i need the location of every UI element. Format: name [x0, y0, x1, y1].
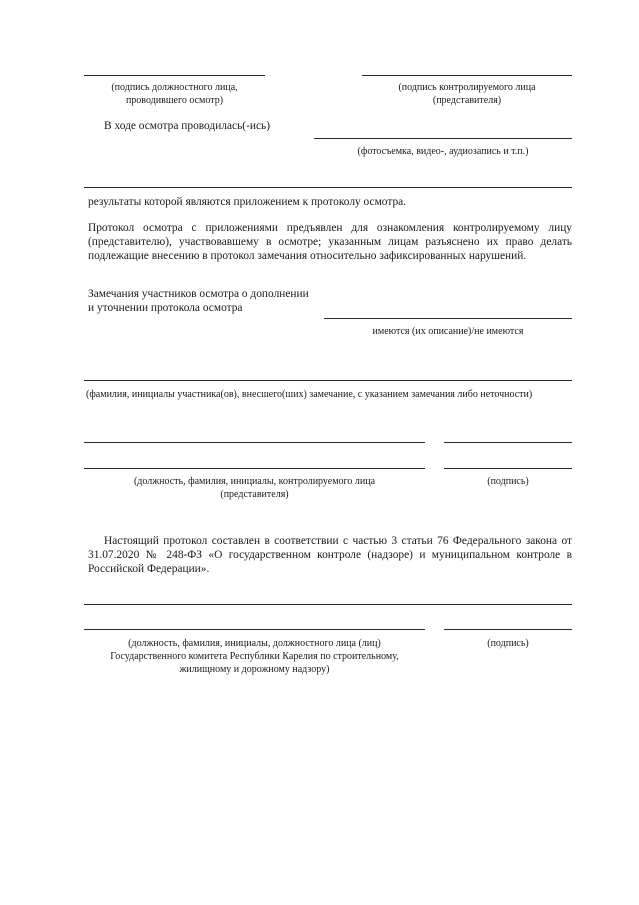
- legal-paragraph-line-2: 31.07.2020 № 248-ФЗ «О государственном контроле (надзоре) и муниципальном контроле в: [88, 549, 572, 561]
- controlled-sign-line-2: [444, 468, 572, 469]
- remarks-participant-line: [84, 380, 572, 381]
- presented-paragraph-line-2: (представителю), участвовавшему в осмотре; указанным лицам разъяснено их право делать: [88, 236, 572, 248]
- official-signature-caption-2: проводившего осмотр): [125, 95, 224, 106]
- controlled-signature-caption-2: (представителя): [432, 95, 502, 106]
- inspection-results-text: результаты которой являются приложением к протоколу осмотра.: [88, 196, 407, 208]
- official-signature-caption-1: (подпись должностного лица,: [111, 82, 238, 93]
- controlled-signature-line: [362, 75, 572, 76]
- inspection-continuation-line: [84, 187, 572, 188]
- controlled-name-line-1: [84, 442, 425, 443]
- inspection-media-line: [314, 138, 572, 139]
- controlled-name-caption-1: (должность, фамилия, инициалы, контролируемого лица: [133, 476, 376, 487]
- controlled-sign-line-1: [444, 442, 572, 443]
- remarks-label-1: Замечания участников осмотра о дополнении: [88, 288, 309, 300]
- controlled-name-caption-2: (представителя): [220, 489, 289, 500]
- remarks-answer-caption: имеются (их описание)/не имеются: [372, 326, 524, 337]
- remarks-answer-line: [324, 318, 572, 319]
- official-sign-caption: (подпись): [487, 638, 529, 649]
- official-sign-line: [444, 629, 572, 630]
- official-name-line-2: [84, 629, 425, 630]
- official-name-caption-3: жилищному и дорожному надзору): [179, 664, 330, 675]
- controlled-signature-caption-1: (подпись контролируемого лица: [398, 82, 536, 93]
- presented-paragraph-line-3: подлежащие внесению в протокол замечания относительно зафиксированных нарушений.: [88, 250, 527, 262]
- inspection-conducted-label: В ходе осмотра проводилась(-ись): [104, 120, 271, 132]
- presented-paragraph-line-1: Протокол осмотра с приложениями предъявлен для ознакомления контролируемому лицу: [88, 222, 572, 234]
- official-name-caption-2: Государственного комитета Республики Карелия по строительному,: [110, 651, 399, 662]
- controlled-name-line-2: [84, 468, 425, 469]
- inspection-media-caption: (фотосъемка, видео-, аудиозапись и т.п.): [357, 146, 529, 157]
- controlled-sign-caption: (подпись): [487, 476, 529, 487]
- remarks-participant-caption: (фамилия, инициалы участника(ов), внесшего(ших) замечание, с указанием замечания либо неточности): [86, 389, 533, 400]
- remarks-label-2: и уточнении протокола осмотра: [88, 302, 243, 314]
- official-name-caption-1: (должность, фамилия, инициалы, должностного лица (лиц): [128, 638, 381, 649]
- official-signature-line: [84, 75, 265, 76]
- legal-paragraph-line-1: Настоящий протокол составлен в соответствии с частью 3 статьи 76 Федерального закона от: [104, 535, 572, 547]
- official-name-line-1: [84, 604, 572, 605]
- legal-paragraph-line-3: Российской Федерации».: [88, 563, 210, 575]
